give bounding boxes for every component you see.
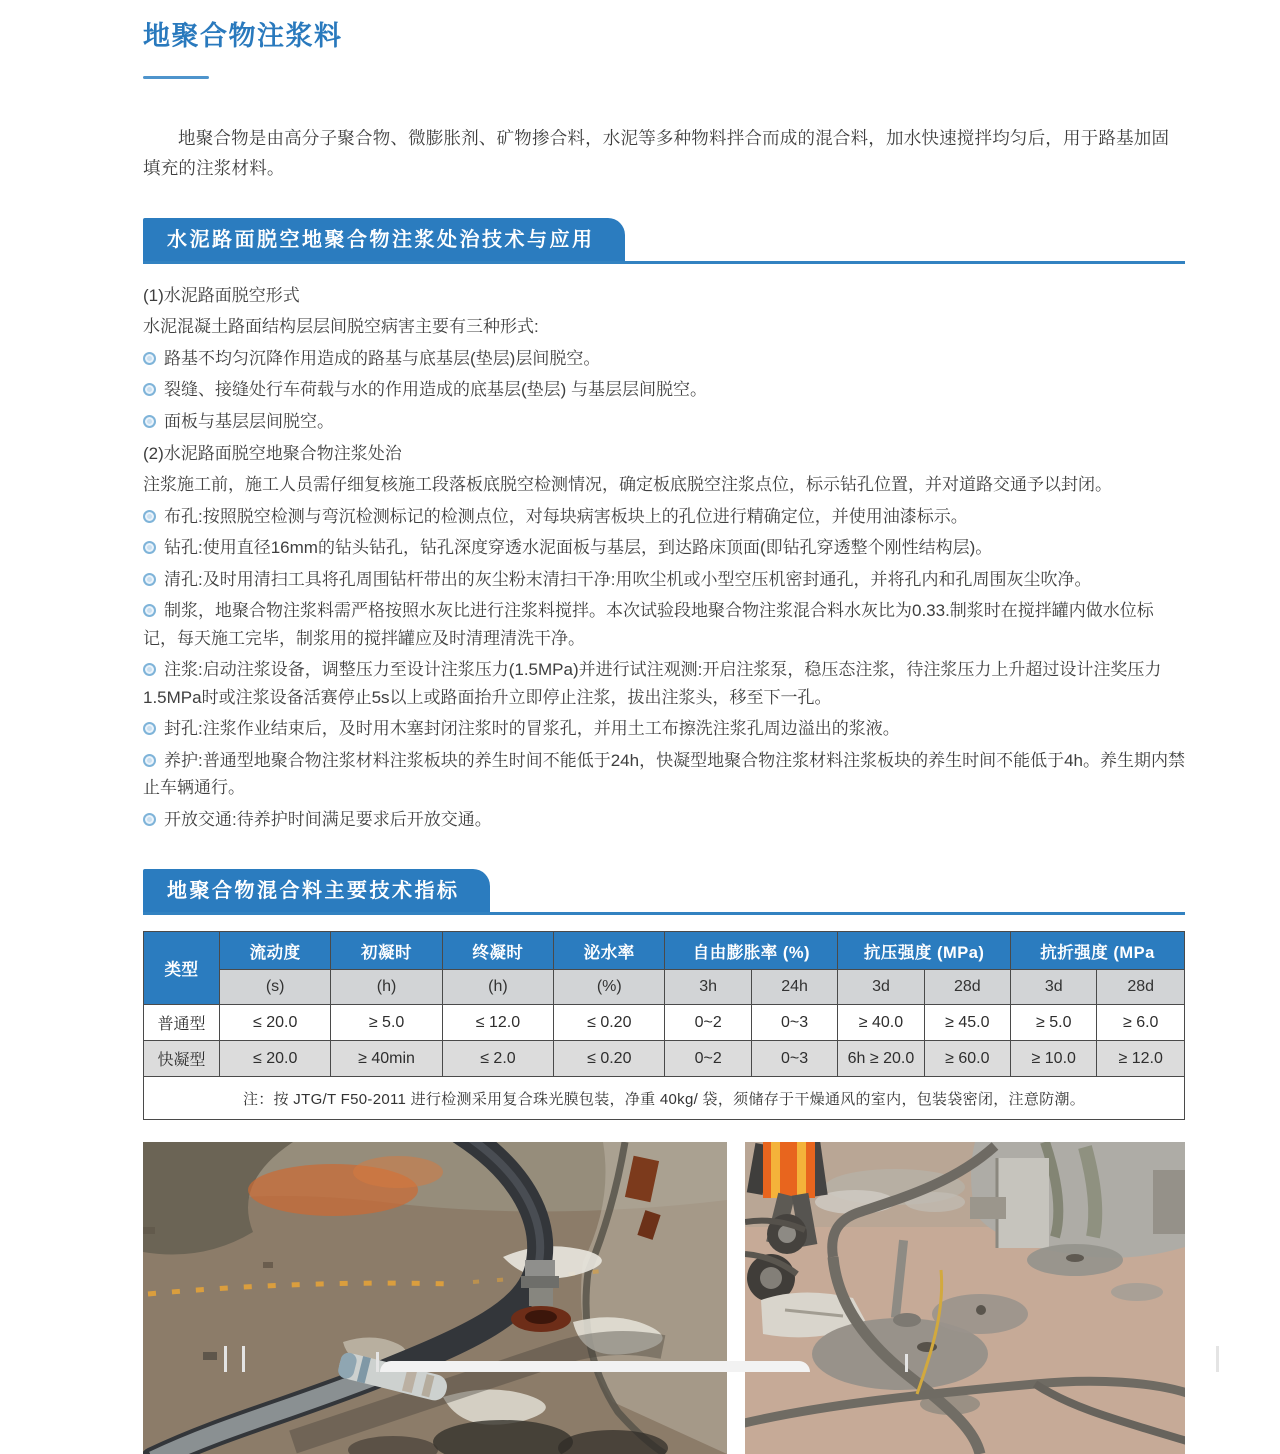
table-cell: 0~2 bbox=[665, 1005, 751, 1041]
section-banner-2 bbox=[143, 869, 1185, 915]
paragraph bbox=[143, 471, 1185, 499]
bullet-item bbox=[143, 503, 1185, 531]
paragraph bbox=[143, 440, 1185, 468]
paragraph bbox=[143, 313, 1185, 341]
bullet-item bbox=[143, 408, 1185, 436]
bullet-text: 清孔:及时用清扫工具将孔周围钻杆带出的灰尘粉末清扫干净:用吹尘机或小型空压机密封通孔，并将孔内和孔周围灰尘吹净。 bbox=[164, 569, 1092, 589]
table-cell: 0~3 bbox=[751, 1005, 837, 1041]
table-cell: ≥ 10.0 bbox=[1011, 1041, 1097, 1077]
table-subheader-cell: 24h bbox=[751, 970, 837, 1005]
paragraph-text: 注浆施工前，施工人员需仔细复核施工段落板底脱空检测情况，确定板底脱空注浆点位，标示钻孔位置，并对道路交通予以封闭。 bbox=[143, 475, 1112, 495]
spec-table bbox=[143, 931, 1185, 1120]
photo-construction-site-illustration bbox=[745, 1142, 1185, 1454]
table-header-cell: 抗折强度 (MPa bbox=[1011, 932, 1185, 970]
ring-bullet-icon bbox=[143, 663, 156, 676]
bullet-text: 制浆，地聚合物注浆料需严格按照水灰比进行注浆料搅拌。本次试验段地聚合物注浆混合料水灰比为0.33.制浆时在搅拌罐内做水位标记，每天施工完毕，制浆用的搅拌罐应及时清理清洗干净。 bbox=[143, 601, 1154, 648]
page-content bbox=[143, 0, 1185, 1454]
bullet-text: 封孔:注浆作业结束后，及时用木塞封闭注浆时的冒浆孔，并用土工布擦洗注浆孔周边溢出的浆液。 bbox=[164, 719, 900, 739]
bullet-text: 裂缝、接缝处行车荷载与水的作用造成的底基层(垫层) 与基层层间脱空。 bbox=[164, 380, 708, 400]
section-banner-1-title: 水泥路面脱空地聚合物注浆处治技术与应用 bbox=[143, 218, 625, 261]
photo-grouting-hose-illustration bbox=[143, 1142, 727, 1454]
ring-bullet-icon bbox=[143, 573, 156, 586]
table-subheader-cell: (h) bbox=[331, 970, 442, 1005]
table-header-cell: 抗压强度 (MPa) bbox=[838, 932, 1011, 970]
table-row bbox=[144, 1005, 1185, 1041]
bullet-item bbox=[143, 715, 1185, 743]
table-header-cell: 类型 bbox=[144, 932, 220, 1005]
table-subheader-cell: 3h bbox=[665, 970, 751, 1005]
bullet-item bbox=[143, 806, 1185, 834]
bullet-text: 面板与基层层间脱空。 bbox=[164, 412, 334, 431]
page-title: 地聚合物注浆料 bbox=[143, 21, 343, 51]
bullet-text: 钻孔:使用直径16mm的钻头钻孔，钻孔深度穿透水泥面板与基层，到达路床顶面(即钻孔穿透整个刚性结构层)。 bbox=[164, 538, 993, 558]
ring-bullet-icon bbox=[143, 754, 156, 767]
table-cell: 普通型 bbox=[144, 1005, 220, 1041]
table-subheader-cell: (%) bbox=[554, 970, 665, 1005]
ring-bullet-icon bbox=[143, 352, 156, 365]
ring-bullet-icon bbox=[143, 383, 156, 396]
bullet-item bbox=[143, 597, 1185, 652]
bullet-item bbox=[143, 345, 1185, 373]
ring-bullet-icon bbox=[143, 415, 156, 428]
table-cell: ≥ 40min bbox=[331, 1041, 442, 1077]
table-cell: ≥ 5.0 bbox=[1011, 1005, 1097, 1041]
paragraph bbox=[143, 282, 1185, 310]
bullet-item bbox=[143, 566, 1185, 594]
table-row bbox=[144, 1041, 1185, 1077]
bullet-text: 布孔:按照脱空检测与弯沉检测标记的检测点位，对每块病害板块上的孔位进行精确定位，并使用油漆标示。 bbox=[164, 506, 968, 526]
photo-grouting-hose bbox=[143, 1142, 727, 1454]
ring-bullet-icon bbox=[143, 510, 156, 523]
table-subheader-cell: 3d bbox=[838, 970, 924, 1005]
bullet-text: 注浆:启动注浆设备，调整压力至设计注浆压力(1.5MPa)并进行试注观测:开启注浆泵，稳压态注浆，待注浆压力上升超过设计注奖压力1.5MPa时或注浆设备活赛停止5s以上或路面抬升立即停止注浆，拔出注浆头，移至下一孔。 bbox=[143, 660, 1162, 707]
photo-construction-site bbox=[745, 1142, 1185, 1454]
bullet-item bbox=[143, 747, 1185, 802]
bullet-item bbox=[143, 656, 1185, 711]
photo-row bbox=[143, 1142, 1185, 1454]
table-cell: 6h ≥ 20.0 bbox=[838, 1041, 924, 1077]
bullet-text: 养护:普通型地聚合物注浆材料注浆板块的养生时间不能低于24h，快凝型地聚合物注浆材料注浆板块的养生时间不能低于4h。养生期内禁止车辆通行。 bbox=[143, 750, 1185, 798]
title-underline bbox=[143, 76, 209, 79]
section-banner-1 bbox=[143, 218, 1185, 264]
ring-bullet-icon bbox=[143, 541, 156, 554]
table-cell: ≥ 12.0 bbox=[1097, 1041, 1185, 1077]
table-cell: 0~2 bbox=[665, 1041, 751, 1077]
bullet-item bbox=[143, 534, 1185, 562]
ring-bullet-icon bbox=[143, 604, 156, 617]
table-cell: ≤ 20.0 bbox=[219, 1041, 330, 1077]
paragraph-text: (1)水泥路面脱空形式 bbox=[143, 285, 300, 305]
table-subheader-cell: 3d bbox=[1011, 970, 1097, 1005]
table-cell: ≥ 5.0 bbox=[331, 1005, 442, 1041]
bullet-item bbox=[143, 376, 1185, 404]
table-note-cell: 注：按 JTG/T F50-2011 进行检测采用复合珠光膜包装，净重 40kg/ 袋，须储存于干燥通风的室内，包装袋密闭，注意防潮。 bbox=[144, 1077, 1185, 1120]
paragraph-text: 水泥混凝土路面结构层层间脱空病害主要有三种形式: bbox=[143, 317, 539, 337]
ring-bullet-icon bbox=[143, 722, 156, 735]
table-note-row bbox=[144, 1077, 1185, 1120]
table-cell: 快凝型 bbox=[144, 1041, 220, 1077]
table-cell: ≤ 0.20 bbox=[554, 1041, 665, 1077]
bullet-text: 路基不均匀沉降作用造成的路基与底基层(垫层)层间脱空。 bbox=[164, 348, 601, 368]
table-header-cell: 终凝时 bbox=[442, 932, 553, 970]
table-header-cell: 流动度 bbox=[219, 932, 330, 970]
table-header-row-1 bbox=[144, 932, 1185, 970]
page-bottom-artifacts bbox=[0, 1342, 1280, 1372]
table-cell: ≤ 12.0 bbox=[442, 1005, 553, 1041]
intro-paragraph: 地聚合物是由高分子聚合物、微膨胀剂、矿物掺合料，水泥等多种物料拌合而成的混合料，加水快速搅拌均匀后，用于路基加固填充的注浆材料。 bbox=[143, 128, 1170, 179]
table-cell: ≤ 20.0 bbox=[219, 1005, 330, 1041]
table-subheader-cell: 28d bbox=[924, 970, 1010, 1005]
table-subheader-cell: (h) bbox=[442, 970, 553, 1005]
table-cell: 0~3 bbox=[751, 1041, 837, 1077]
table-header-cell: 泌水率 bbox=[554, 932, 665, 970]
bullet-text: 开放交通:待养护时间满足要求后开放交通。 bbox=[164, 809, 492, 829]
table-cell: ≥ 60.0 bbox=[924, 1041, 1010, 1077]
paragraph-text: (2)水泥路面脱空地聚合物注浆处治 bbox=[143, 443, 402, 463]
table-cell: ≤ 0.20 bbox=[554, 1005, 665, 1041]
table-header-cell: 初凝时 bbox=[331, 932, 442, 970]
ring-bullet-icon bbox=[143, 813, 156, 826]
table-cell: ≤ 2.0 bbox=[442, 1041, 553, 1077]
table-subheader-cell: (s) bbox=[219, 970, 330, 1005]
table-header-row-2 bbox=[144, 970, 1185, 1005]
section-banner-2-title: 地聚合物混合料主要技术指标 bbox=[143, 869, 490, 912]
table-cell: ≥ 6.0 bbox=[1097, 1005, 1185, 1041]
table-header-cell: 自由膨胀率 (%) bbox=[665, 932, 838, 970]
table-subheader-cell: 28d bbox=[1097, 970, 1185, 1005]
section1-body bbox=[143, 282, 1185, 834]
table-cell: ≥ 40.0 bbox=[838, 1005, 924, 1041]
table-cell: ≥ 45.0 bbox=[924, 1005, 1010, 1041]
